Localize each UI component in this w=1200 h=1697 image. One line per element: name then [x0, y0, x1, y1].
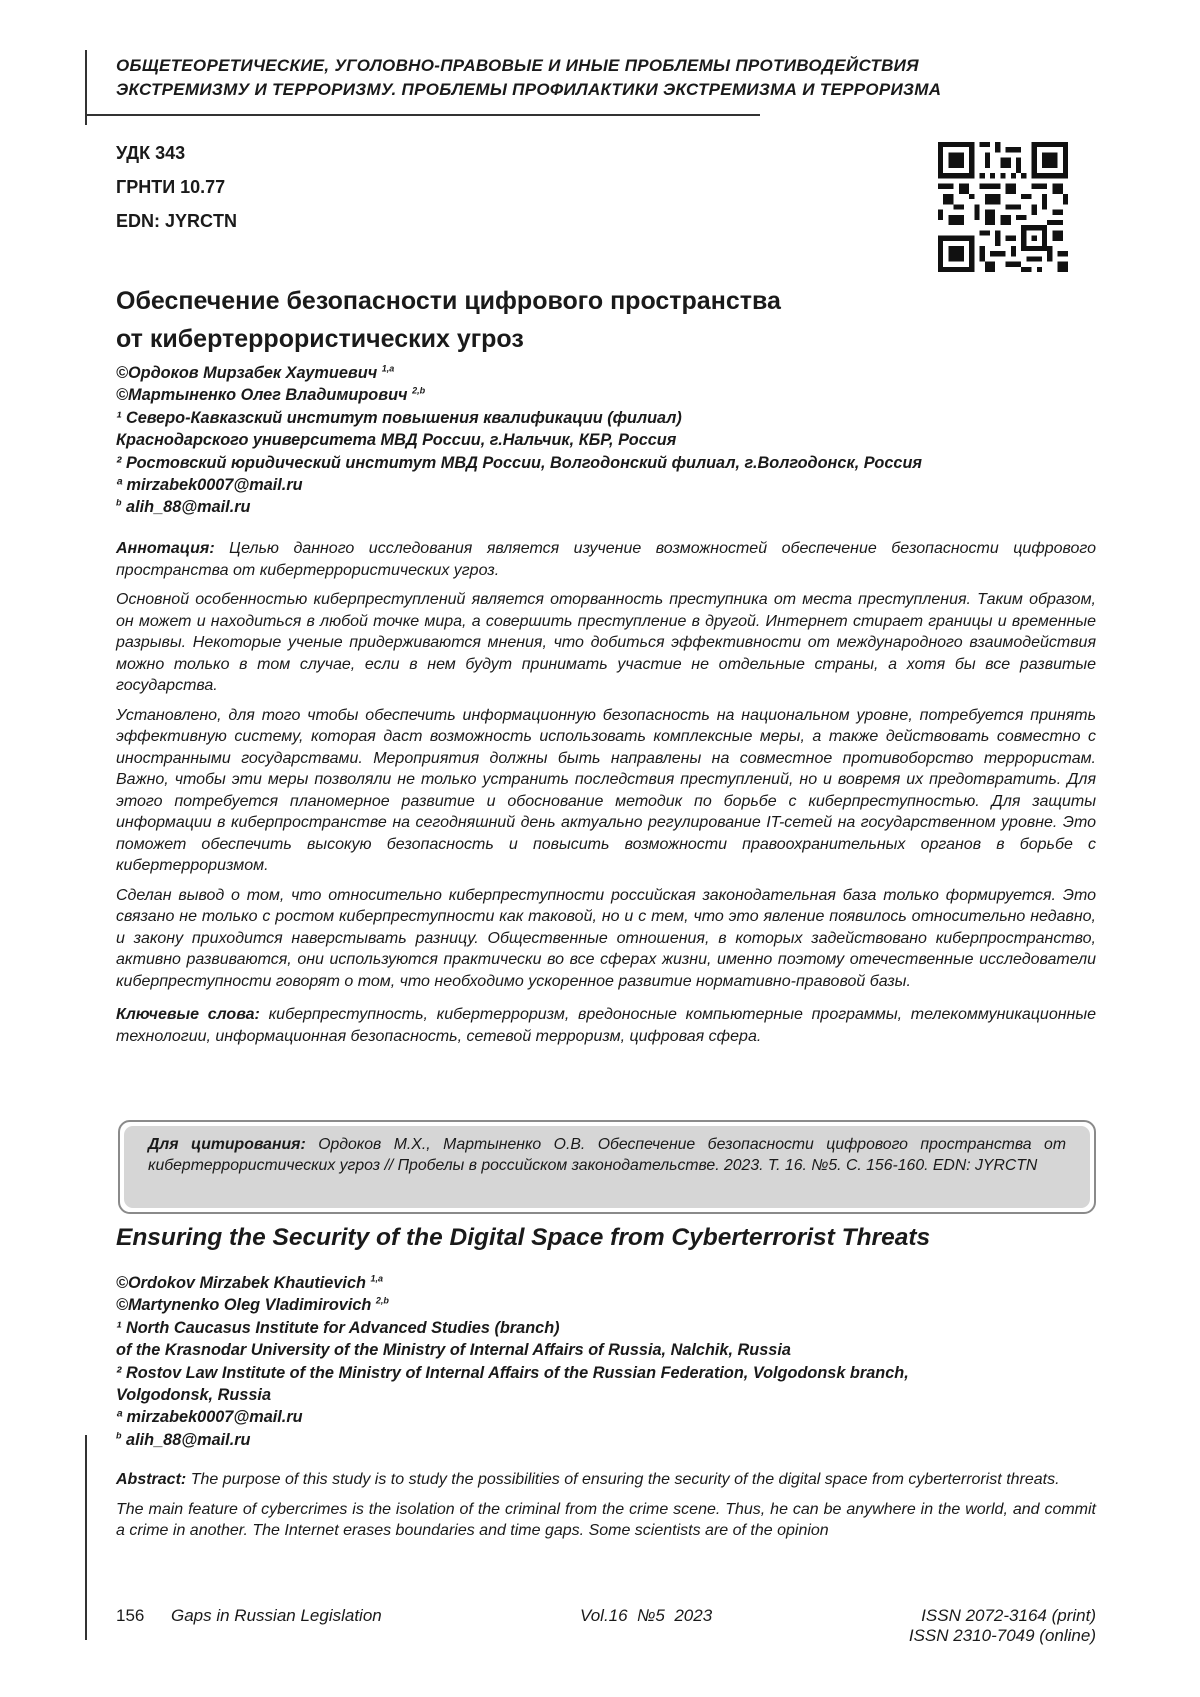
page-number: 156	[116, 1606, 144, 1626]
article-title-en: Ensuring the Security of the Digital Space from Cyberterrorist Threats	[116, 1224, 1116, 1252]
author-1-ru	[116, 362, 1116, 384]
email-b-en	[116, 1429, 1116, 1451]
bottom-vertical-rule	[85, 1435, 87, 1640]
volume-info: Vol.16 №5 2023	[580, 1606, 712, 1626]
issn-block	[909, 1606, 1096, 1646]
author-1-en	[116, 1272, 1116, 1294]
abstract-en-p1	[116, 1469, 1096, 1491]
author-2-ru-sup: 2,b	[412, 386, 425, 396]
affiliation-2-ru: ² Ростовский юридический институт МВД России, Волгодонский филиал, г.Волгодонск, Россия	[116, 452, 1116, 474]
abstract-en-label: Abstract:	[116, 1471, 186, 1488]
email-b-ru	[116, 496, 1116, 518]
edn-code: EDN: JYRCTN	[116, 211, 237, 232]
udk-code: УДК 343	[116, 143, 185, 164]
citation-box-inner	[124, 1126, 1090, 1208]
keywords-ru-label: Ключевые слова:	[116, 1006, 260, 1023]
citation-box	[118, 1120, 1096, 1214]
email-b-en-text: alih_88@mail.ru	[126, 1431, 250, 1449]
grnti-code: ГРНТИ 10.77	[116, 177, 225, 198]
section-header	[116, 54, 1116, 102]
author-1-en-name: ©Ordokov Mirzabek Khautievich	[116, 1274, 366, 1292]
email-a-en: ª mirzabek0007@mail.ru	[116, 1406, 1116, 1428]
email-b-en-sup: b	[116, 1430, 122, 1440]
abstract-ru-p2: Основной особенностью киберпреступлений является оторванность преступника от места преступления. Таким образом, он может и находиться в любой точке мира, а совершить преступление в другой. Интернет стирает границы и временные разрывы. Некоторые ученые придерживаются мнения, что добиться эффективности от международного взаимодействия можно только в том случае, если в нем будут принимать участие не отдельные страны, а хотя бы все развитые государства.	[116, 589, 1096, 697]
email-b-ru-sup: b	[116, 498, 122, 508]
header-horizontal-rule	[85, 114, 760, 116]
author-2-ru	[116, 384, 1116, 406]
author-2-en-name: ©Martynenko Oleg Vladimirovich	[116, 1296, 371, 1314]
abstract-ru-p1-text: Целью данного исследования является изучение возможностей обеспечение безопасности цифрового пространства от кибертеррористических угроз.	[116, 540, 1096, 579]
author-2-en-sup: 2,b	[376, 1296, 389, 1306]
author-1-en-sup: 1,a	[370, 1274, 383, 1284]
affiliation-1-en-line-1: ¹ North Caucasus Institute for Advanced Studies (branch)	[116, 1317, 1116, 1339]
affiliation-1-ru-line-1: ¹ Северо-Кавказский институт повышения квалификации (филиал)	[116, 407, 1116, 429]
author-1-ru-name: ©Ордоков Мирзабек Хаутиевич	[116, 364, 377, 382]
journal-name: Gaps in Russian Legislation	[171, 1606, 382, 1626]
issn-print: ISSN 2072-3164 (print)	[909, 1606, 1096, 1626]
section-header-line-2: ЭКСТРЕМИЗМУ И ТЕРРОРИЗМУ. ПРОБЛЕМЫ ПРОФИЛАКТИКИ ЭКСТРЕМИЗМА И ТЕРРОРИЗМА	[116, 78, 1116, 102]
qr-code-icon	[938, 142, 1068, 272]
email-b-ru-text: alih_88@mail.ru	[126, 498, 250, 516]
affiliation-2-en-line-2: Volgodonsk, Russia	[116, 1384, 1116, 1406]
abstract-ru-p4: Сделан вывод о том, что относительно киберпреступности российская законодательная база только формируется. Это связано не только с ростом киберпреступности как таковой, но и с тем, что это явление появилось относительно недавно, и закону приходится наверстывать разницу. Общественные отношения, в которых задействовано киберпространство, активно развиваются, они используются практически во все сферах жизни, именно поэтому отечественные исследователи киберпреступности говорят о том, что необходимо ускоренное развитие нормативно-правовой базы.	[116, 885, 1096, 993]
keywords-ru	[116, 1004, 1096, 1047]
abstract-ru	[116, 538, 1096, 1055]
issn-online: ISSN 2310-7049 (online)	[909, 1626, 1096, 1646]
section-header-line-1: ОБЩЕТЕОРЕТИЧЕСКИЕ, УГОЛОВНО-ПРАВОВЫЕ И ИНЫЕ ПРОБЛЕМЫ ПРОТИВОДЕЙСТВИЯ	[116, 54, 1116, 78]
article-title-ru	[116, 282, 916, 358]
author-2-en	[116, 1294, 1116, 1316]
affiliation-1-ru-line-2: Краснодарского университета МВД России, г.Нальчик, КБР, Россия	[116, 429, 1116, 451]
abstract-ru-p1	[116, 538, 1096, 581]
authors-block-en	[116, 1272, 1116, 1451]
abstract-en-p2: The main feature of cybercrimes is the isolation of the criminal from the crime scene. Thus, he can be anywhere in the world, and commit a crime in another. The Internet erases boundaries and time gaps. Some scientists are of the opinion	[116, 1499, 1096, 1542]
article-title-ru-line-2: от кибертеррористических угроз	[116, 320, 916, 358]
authors-block-ru	[116, 362, 1116, 519]
affiliation-1-en-line-2: of the Krasnodar University of the Ministry of Internal Affairs of Russia, Nalchik, Russia	[116, 1339, 1116, 1361]
article-title-ru-line-1: Обеспечение безопасности цифрового пространства	[116, 282, 916, 320]
abstract-en	[116, 1469, 1096, 1550]
keywords-ru-text: киберпреступность, кибертерроризм, вредоносные компьютерные программы, телекоммуникационные технологии, информационная безопасность, сетевой терроризм, цифровая сфера.	[116, 1006, 1096, 1045]
abstract-ru-label: Аннотация:	[116, 540, 215, 557]
affiliation-2-en-line-1: ² Rostov Law Institute of the Ministry of Internal Affairs of the Russian Federation, Volgodonsk branch,	[116, 1362, 1116, 1384]
abstract-en-p1-text: The purpose of this study is to study the possibilities of ensuring the security of the digital space from cyberterrorist threats.	[191, 1471, 1060, 1488]
abstract-ru-p3: Установлено, для того чтобы обеспечить информационную безопасность на национальном уровне, потребуется принять эффективную систему, которая даст возможность использовать комплексные меры, а также действовать совместно с иностранными государствами. Мероприятия должны быть направлены на совместное противоборство террористам. Важно, чтобы эти меры позволяли не только устранить последствия преступлений, но и вовремя их предотвратить. Для этого потребуется планомерное развитие и обоснование методик по борьбе с киберпреступностью. Для защиты информации в киберпространстве на сегодняшний день актуально регулирование IT-сетей на государственном уровне. Это поможет обеспечить высокую безопасность и повысить возможности правоохранительных органов в борьбе с кибертерроризмом.	[116, 705, 1096, 877]
citation-text: Ордоков М.Х., Мартыненко О.В. Обеспечение безопасности цифрового пространства от кибертеррористических угроз // Пробелы в российском законодательстве. 2023. Т. 16. №5. С. 156-160. EDN: JYRCTN	[148, 1136, 1066, 1174]
author-1-ru-sup: 1,a	[382, 364, 395, 374]
author-2-ru-name: ©Мартыненко Олег Владимирович	[116, 386, 408, 404]
email-a-ru: ª mirzabek0007@mail.ru	[116, 474, 1116, 496]
citation-label: Для цитирования:	[148, 1136, 306, 1153]
